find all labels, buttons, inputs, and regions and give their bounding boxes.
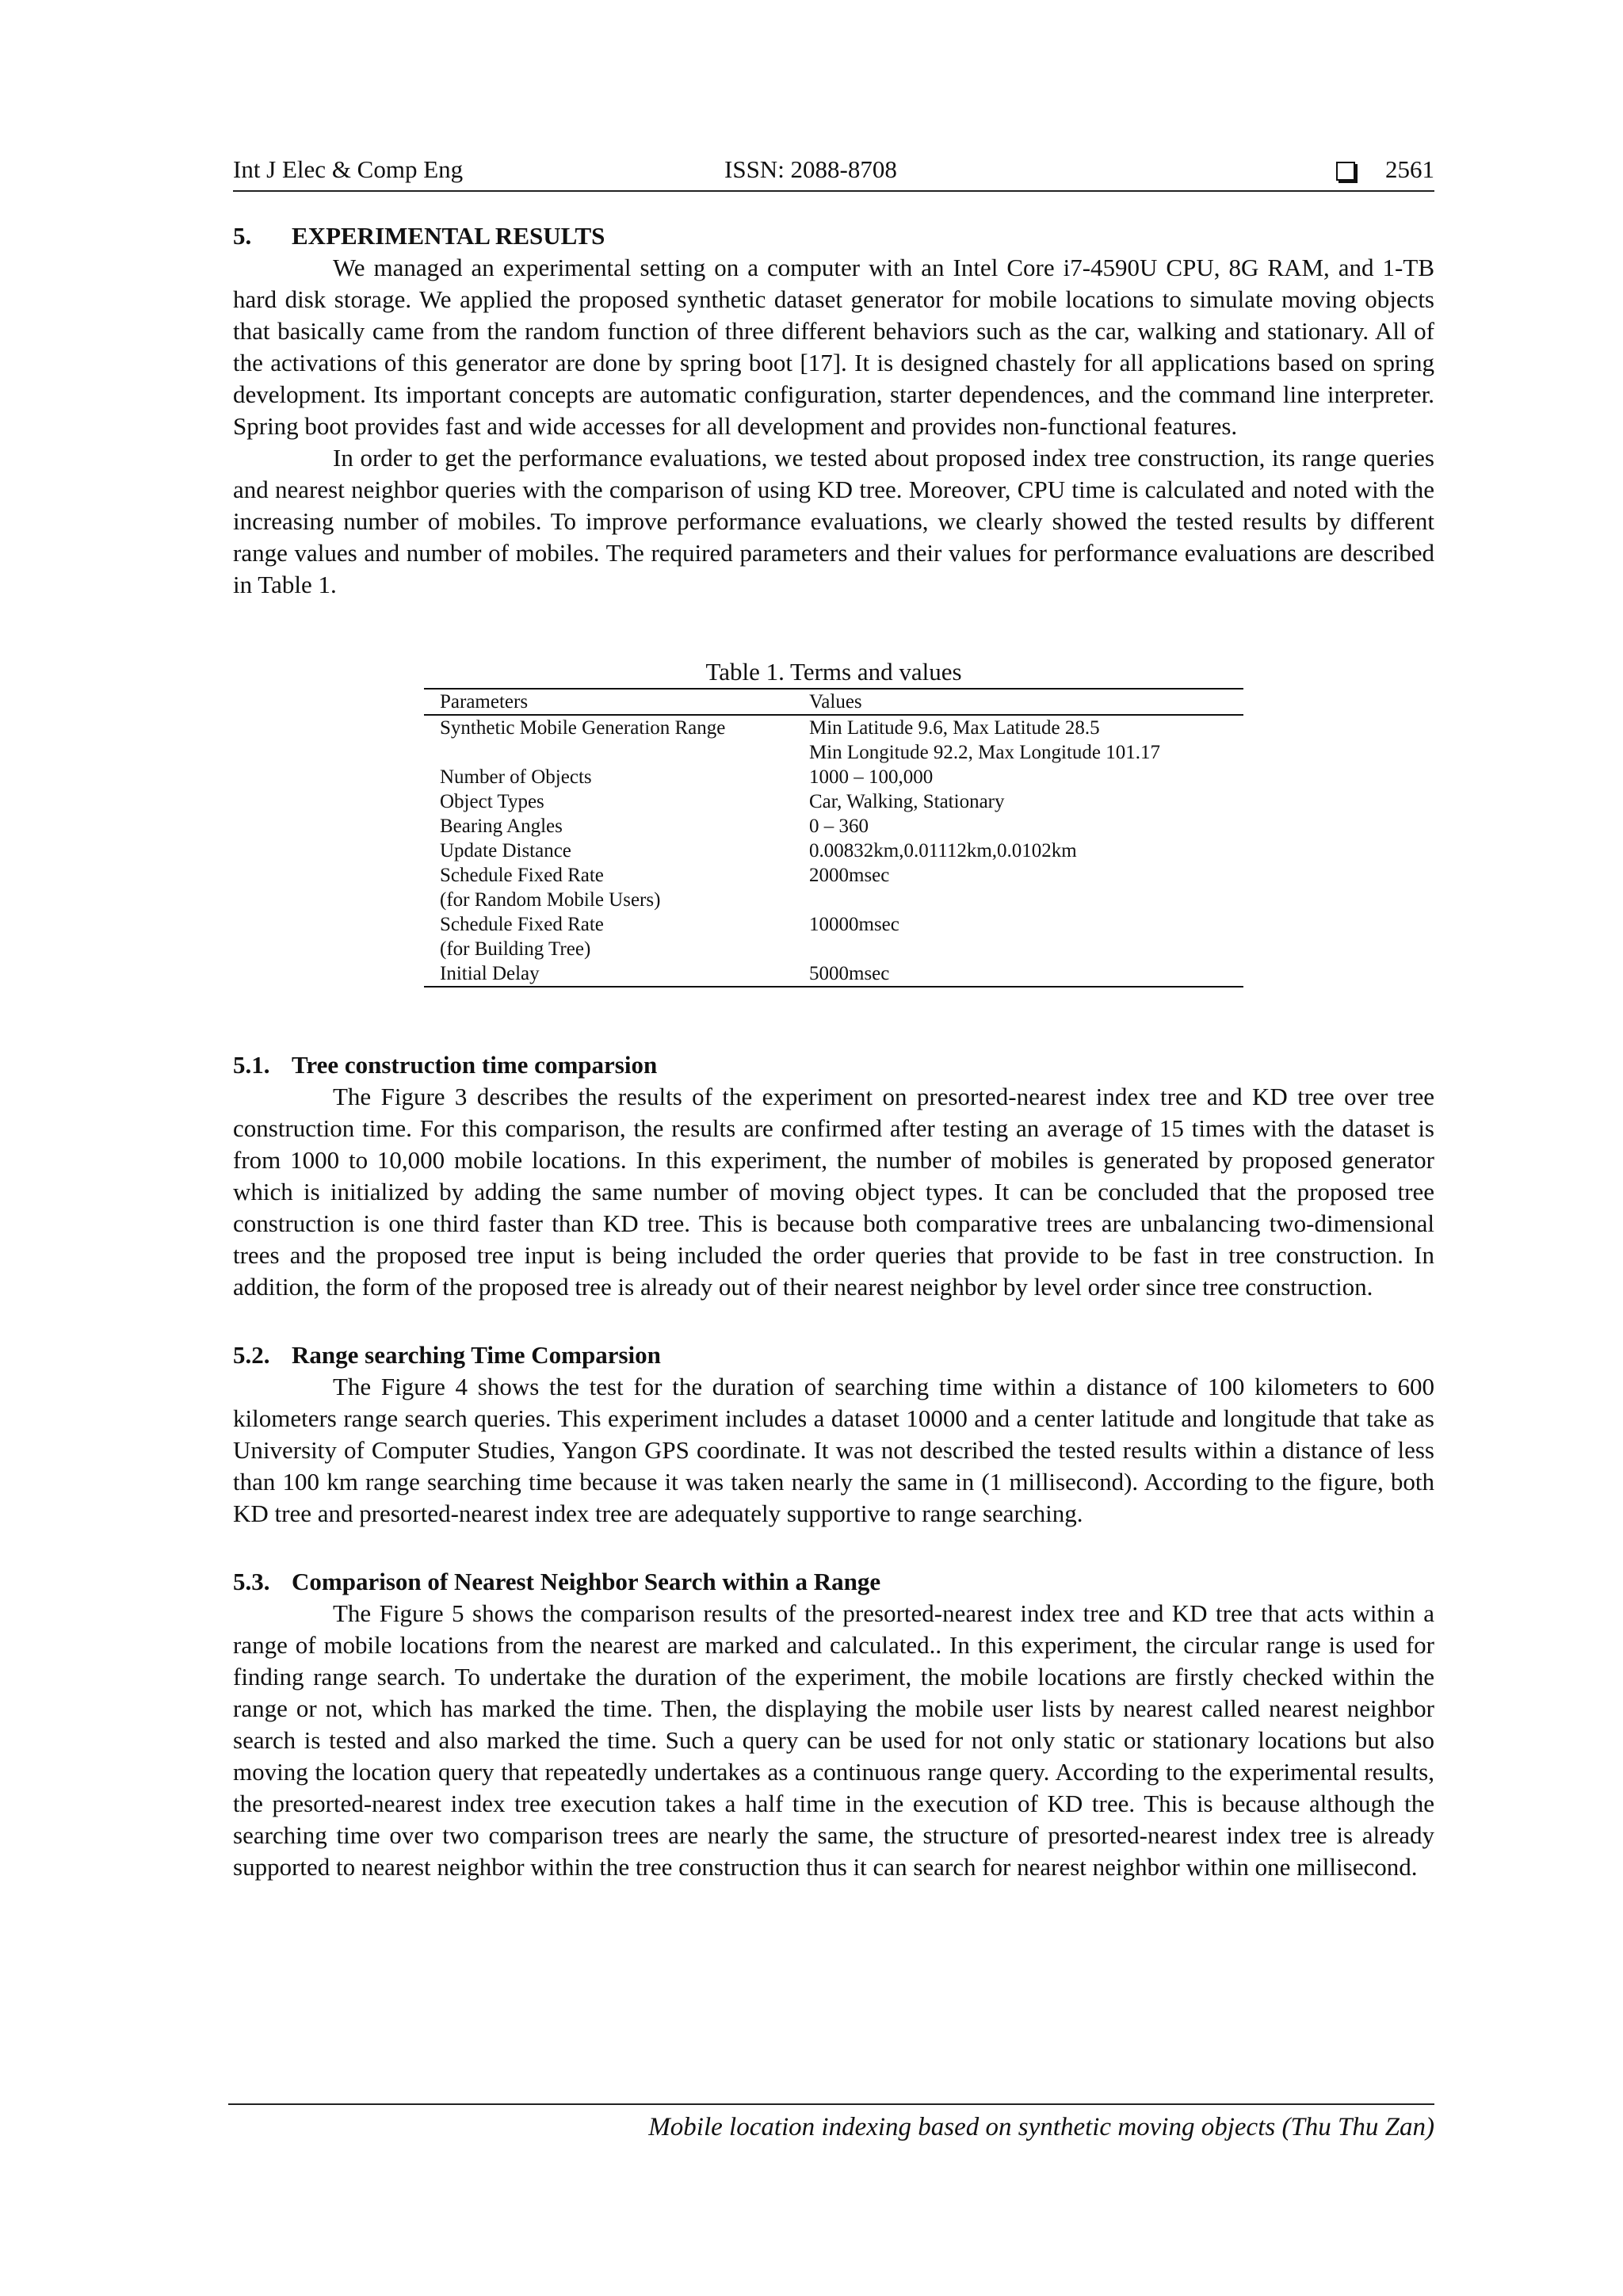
section-number: 5.3. [233,1568,270,1595]
table-cell [809,888,1243,912]
table-row [424,961,1243,987]
journal-name: Int J Elec & Comp Eng [233,155,464,183]
section-heading-5-2 [233,1339,1434,1371]
table-cell: 0.00832km,0.01112km,0.0102km [809,840,1077,861]
table-cell: Min Latitude 9.6, Max Latitude 28.5 [809,717,1100,739]
table-cell: (for Building Tree) [440,938,591,960]
running-header [233,155,1434,192]
section-number: 5. [233,222,252,250]
section-heading-5-1 [233,1049,1434,1081]
table-row [424,765,1243,789]
table-cell: Min Longitude 92.2, Max Longitude 101.17 [809,742,1161,763]
table-row [424,839,1243,863]
column-header: Parameters [440,691,529,712]
section-number: 5.2. [233,1341,270,1369]
page-body [233,220,1434,1883]
table-cell [809,937,1243,961]
table-row [424,740,1243,765]
table-cell: Initial Delay [440,963,540,984]
table-1 [424,658,1243,988]
paragraph: In order to get the performance evaluations, we tested about proposed index tree construction, its range queries and nearest neighbor queries with the comparison of using KD tree. Moreover, CPU time is calculated and noted with the increasing number of mobiles. To improve performance evaluations, we clearly showed the tested results by different range values and number of mobiles. The required parameters and their values for performance evaluations are described in Table 1. [233,444,1434,598]
section-title: Range searching Time Comparsion [292,1341,661,1369]
table-cell: 1000 – 100,000 [809,766,934,788]
section-heading-5 [233,220,1434,252]
table-cell [424,740,809,765]
table-row [424,814,1243,839]
table-row [424,789,1243,814]
table-cell: 5000msec [809,963,890,984]
paragraph: The Figure 3 describes the results of the experiment on presorted-nearest index tree and KD tree over tree construction time. For this comparison, the results are confirmed after testing an average of 15 times with the dataset is from 1000 to 10,000 mobile locations. In this experiment, the number of mobiles is generated by proposed generator which is initialized by adding the same number of moving object types. It can be concluded that the proposed tree construction is one third faster than KD tree. This is because both comparative trees are unbalancing two-dimensional trees and the proposed tree input is being included the order queries that provide to be fast in tree construction. In addition, the form of the proposed tree is already out of their nearest neighbor by level order since tree construction. [233,1083,1434,1301]
terms-table [424,688,1243,988]
table-cell: 2000msec [809,865,890,886]
paragraph: The Figure 5 shows the comparison results of the presorted-nearest index tree and KD tree that acts within a range of mobile locations from the nearest are marked and calculated.. In this experiment, the circular range is used for finding range search. To undertake the duration of the experiment, the mobile locations are firstly checked within the range or not, which has marked the time. Then, the displaying the mobile user lists by nearest called nearest neighbor search is tested and also marked the time. Such a query can be used for not only static or stationary locations but also moving the location query that repeatedly undertakes as a continuous range query. According to the experimental results, the presorted-nearest index tree execution takes a half time in the execution of KD tree. This is because although the searching time over two comparison trees are nearly the same, the structure of presorted-nearest index tree is already supported to nearest neighbor within the tree construction thus it can search for nearest neighbor within one millisecond. [233,1599,1434,1881]
table-cell: Schedule Fixed Rate [440,865,604,886]
section-title: EXPERIMENTAL RESULTS [292,222,605,250]
page-number: 2561 [1385,155,1434,183]
table-cell: 0 – 360 [809,816,869,837]
table-header-row [424,689,1243,715]
table-cell: Schedule Fixed Rate [440,914,604,935]
table-cell: Bearing Angles [440,816,563,837]
section-number: 5.1. [233,1051,270,1079]
table-row [424,888,1243,912]
paragraph: The Figure 4 shows the test for the duration of searching time within a distance of 100 kilometers to 600 kilometers range search queries. This experiment includes a dataset 10000 and a center latitude and longitude that take as University of Computer Studies, Yangon GPS coordinate. It was not described the tested results within a distance of less than 100 km range searching time because it was taken nearly the same in (1 millisecond). According to the figure, both KD tree and presorted-nearest index tree are adequately supportive to range searching. [233,1373,1434,1527]
table-row [424,863,1243,888]
issn: ISSN: 2088-8708 [724,155,897,183]
table-cell: Update Distance [440,840,571,861]
table-cell: Number of Objects [440,766,592,788]
section-title: Comparison of Nearest Neighbor Search within a Range [292,1568,881,1595]
section-heading-5-3 [233,1566,1434,1598]
running-footer [228,2103,1434,2141]
paragraph: We managed an experimental setting on a computer with an Intel Core i7-4590U CPU, 8G RAM, and 1-TB hard disk storage. We applied the proposed synthetic dataset generator for mobile locations to simulate moving objects that basically came from the random function of three different behaviors such as the car, walking and stationary. All of the activations of this generator are done by spring boot [17]. It is designed chastely for all applications based on spring development. Its important concepts are automatic configuration, starter dependences, and the command line interpreter. Spring boot provides fast and wide accesses for all development and provides non-functional features. [233,254,1434,440]
table-row [424,912,1243,937]
table-row [424,937,1243,961]
column-header: Values [809,691,862,712]
square-bullet-icon [1336,162,1355,181]
table-cell: (for Random Mobile Users) [440,889,661,911]
table-cell: 10000msec [809,914,899,935]
table-row [424,715,1243,740]
footer-title: Mobile location indexing based on synthetic moving objects (Thu Thu Zan) [648,2113,1434,2141]
table-cell: Object Types [440,791,544,812]
table-cell: Car, Walking, Stationary [809,791,1005,812]
table-cell: Synthetic Mobile Generation Range [440,717,726,739]
section-title: Tree construction time comparsion [292,1051,658,1079]
table-caption: Table 1. Terms and values [705,658,962,686]
